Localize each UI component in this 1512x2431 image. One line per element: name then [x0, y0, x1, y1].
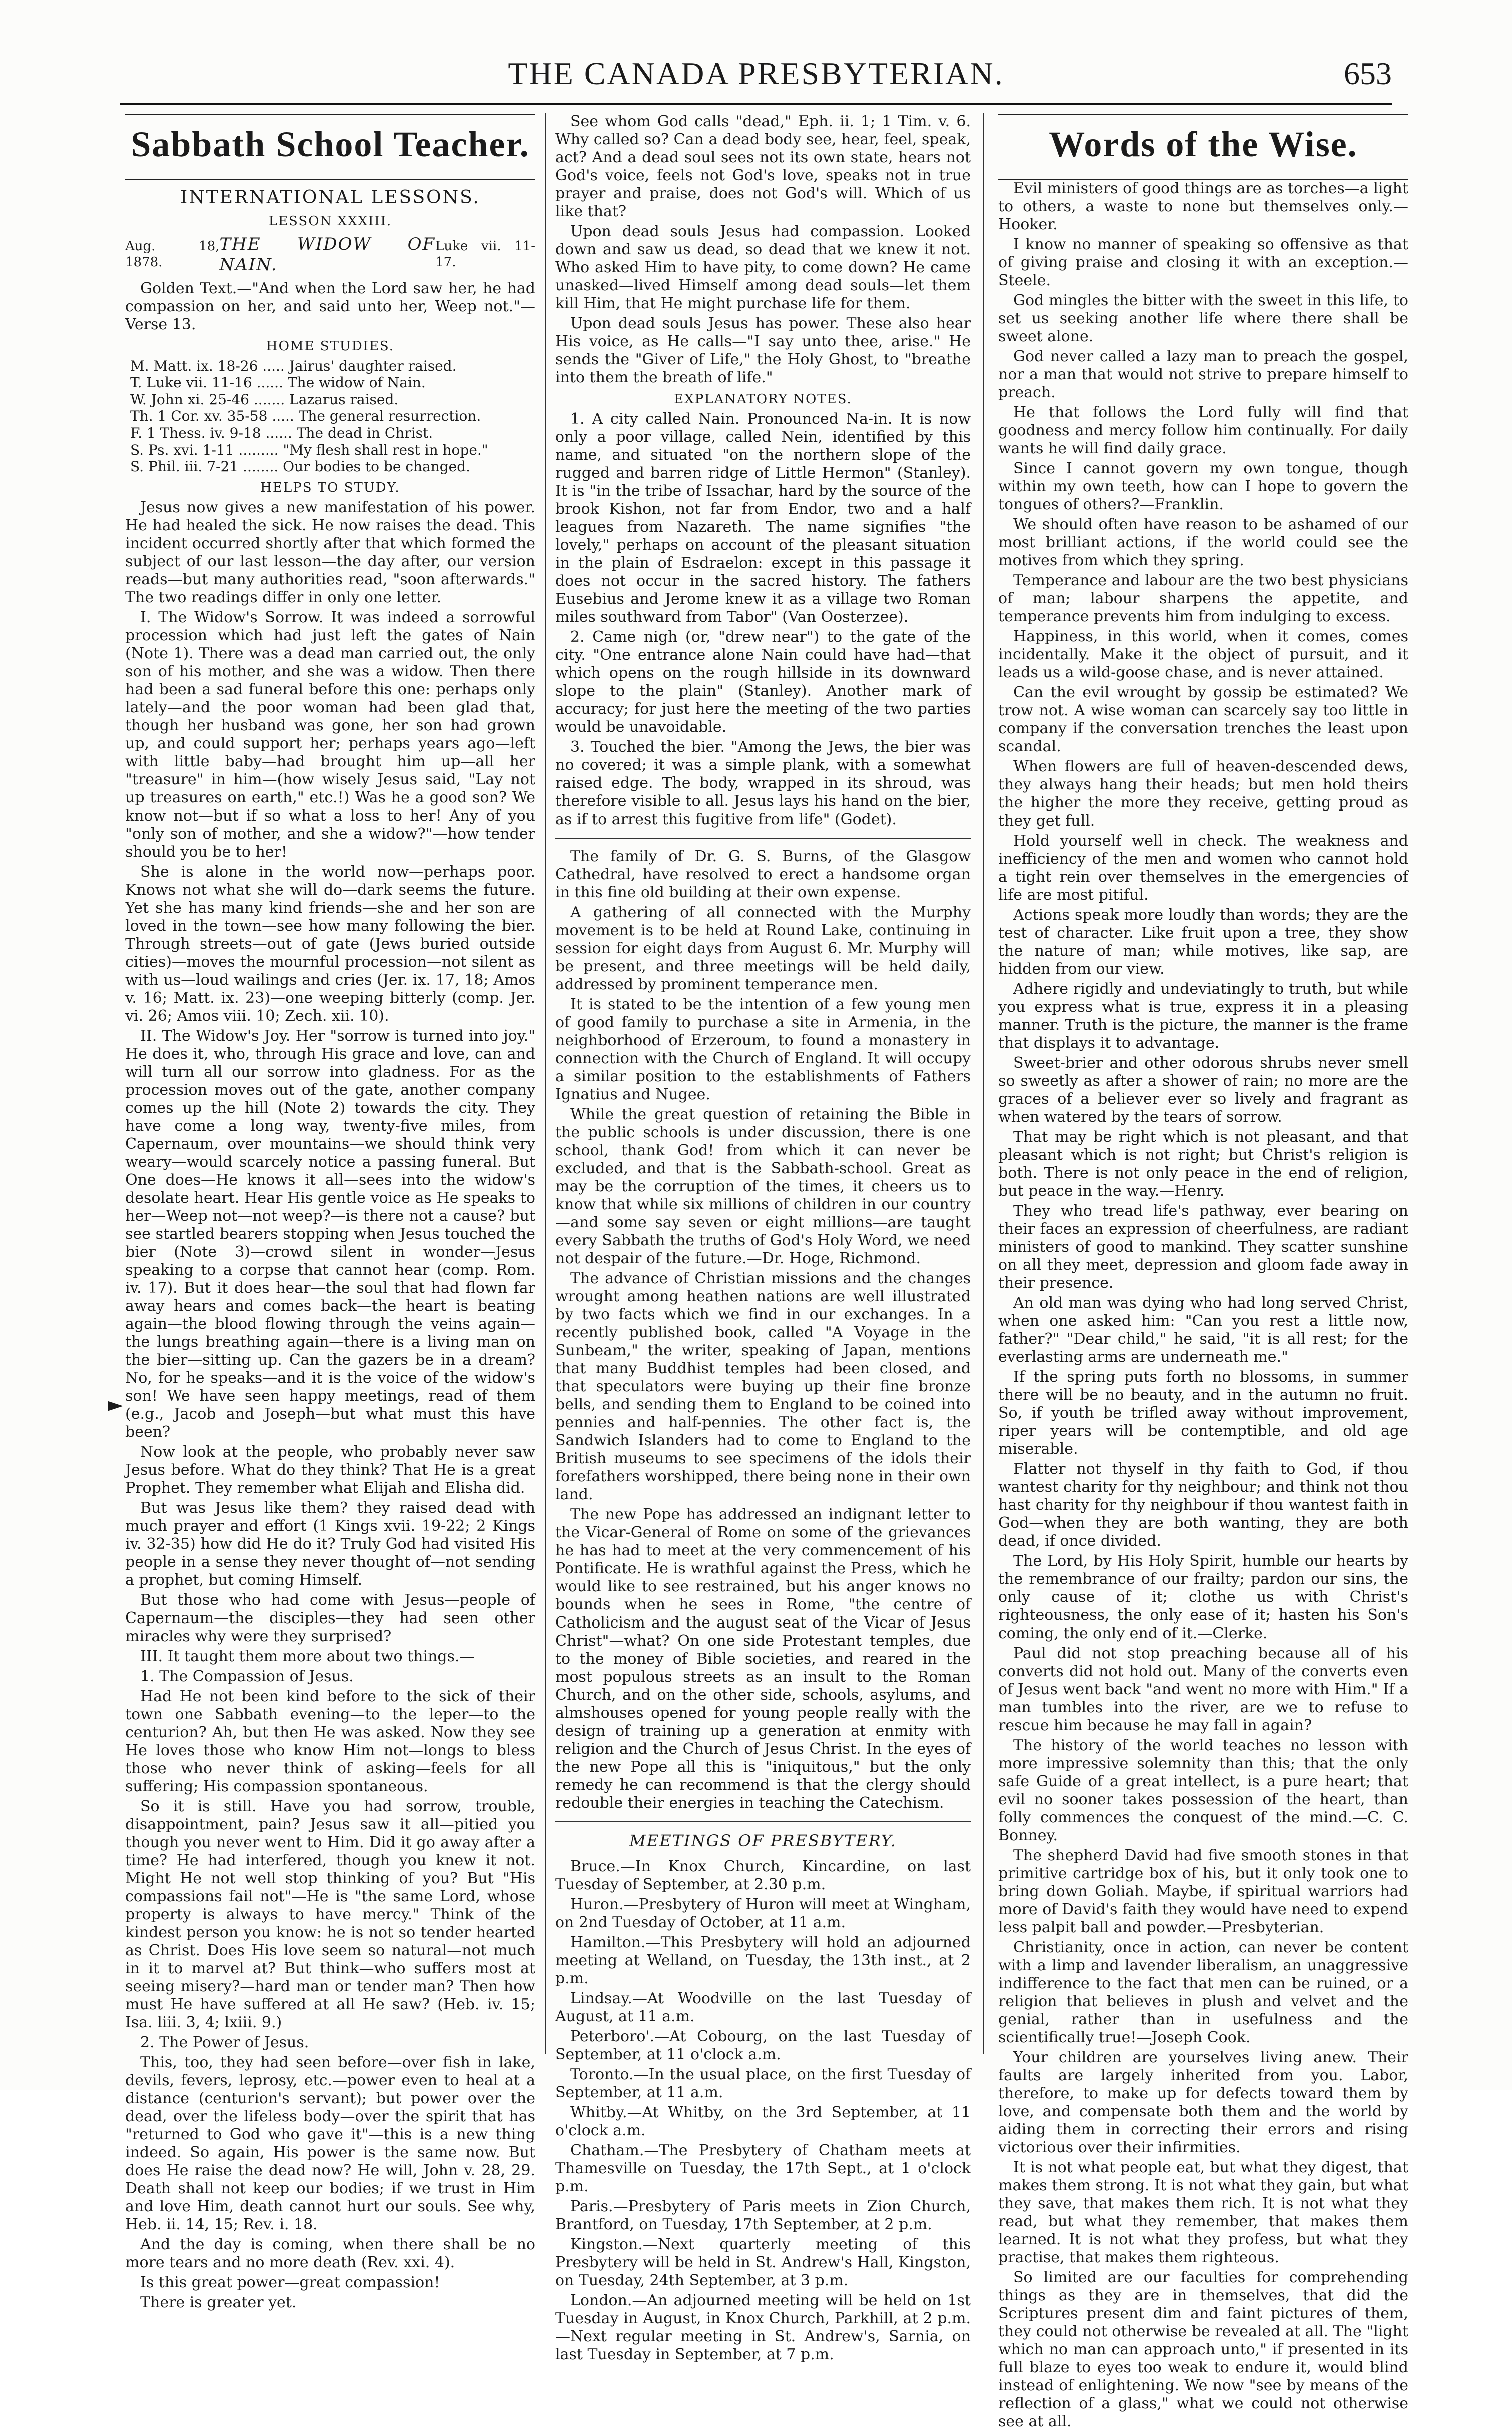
meeting-item: Chatham.—The Presbytery of Chatham meets at Thamesville on Tuesday, the 17th Sept., at 1 o'clock p.m. — [555, 2141, 971, 2195]
meeting-item: Whitby.—At Whitby, on the 3rd September, at 11 o'clock a.m. — [555, 2103, 971, 2139]
note-paragraph: 2. Came nigh (or, "drew near") to the gate of the city. "One entrance alone Nain could have had—that which opens on the rough hillside in its downward slope to the plain" (Stanley). Another mark of accuracy; for just here the meeting of the two parties would be unavoidable. — [555, 628, 971, 736]
maxim: The Lord, by His Holy Spirit, humble our hearts by the remembrance of our frailty; pardon our sins, the only cause of it; clothe us with Christ's righteousness, the only ease of it; hasten his Son's coming, the only end of it.—Clerke. — [998, 1552, 1408, 1643]
column-middle — [555, 113, 971, 2363]
maxim: So limited are our faculties for comprehending things as they are in themselves, that did the Scriptures present dim and faint pictures of them, they could not otherwise be revealed at all. The "light which no man can approach unto," if presented in its full blaze to eyes too weak to endure it, would blind instead of enlightening. We now "see by means of the reflection of a glass," what we could not otherwise see at all. — [998, 2269, 1408, 2431]
maxim: God mingles the bitter with the sweet in this life, to set us seeking another life where there shall be sweet alone. — [998, 292, 1408, 346]
paragraph: III. It taught them more about two things.— — [140, 1647, 475, 1665]
section-divider — [555, 1821, 971, 1822]
page-number: 653 — [1344, 56, 1392, 91]
margin-pointer: ► — [108, 1393, 123, 1416]
list-item: T. Luke vii. 11-16 ...... The widow of Nain. — [130, 374, 426, 391]
masthead-box — [125, 113, 535, 180]
maxim: The history of the world teaches no lesson with more impressive solemnity than this; that the only safe Guide of a great intellect, is a pure heart; that evil no sooner takes possession of the heart, than folly commences the conquest of the mind.—C. C. Bonney. — [998, 1737, 1408, 1845]
meeting-item: Kingston.—Next quarterly meeting of this Presbytery will be held in St. Andrew's Hall, Kingston, on Tuesday, 24th September, at 3 p.m. — [555, 2235, 971, 2289]
helps-heading: HELPS TO STUDY. — [260, 480, 400, 495]
list-item: S. Ps. xvi. 1-11 ......... "My flesh shall rest in hope." — [130, 441, 488, 458]
maxim: God never called a lazy man to preach the gospel, nor a man that would not strive to prepare himself to preach. — [998, 348, 1408, 402]
paragraph: 2. The Power of Jesus. — [140, 2033, 309, 2051]
maxim: They who tread life's pathway, ever bearing on their faces an expression of cheerfulness, are radiant ministers of good to mankind. They scatter sunshine on all they meet, depression and gloom fade away in their presence. — [998, 1202, 1408, 1292]
golden-text: Golden Text.—"And when the Lord saw her, he had compassion on her, and said unto her, Weep not."—Verse 13. — [125, 280, 535, 334]
column-words-of-wise — [998, 113, 1408, 2431]
lesson-line — [125, 234, 535, 275]
meeting-item: Hamilton.—This Presbytery will hold an adjourned meeting at Welland, on Tuesday, the 13th inst., at 2 p.m. — [555, 1933, 971, 1987]
home-studies-heading: HOME STUDIES. — [266, 339, 395, 354]
maxim: When flowers are full of heaven-descended dews, they always hang their heads; but men hold theirs the higher the more they receive, getting proud as they get full. — [998, 758, 1408, 830]
maxim: If the spring puts forth no blossoms, in summer there will be no beauty, and in the autumn no fruit. So, if youth be trifled away without improvement, riper years will be contemptible, and old age miserable. — [998, 1368, 1408, 1458]
news-paragraph: While the great question of retaining the Bible in the public schools is under discussion, there is one school, thank God! from which it can never be excluded, and that is the Sabbath-school. Great as may be the corruption of the times, it cheers us to know that while six millions of children in our country—and some say seven or eight millions—are taught every Sabbath the truths of God's Holy Word, we need not despair of the future.—Dr. Hoge, Richmond. — [555, 1106, 971, 1268]
meeting-item: London.—An adjourned meeting will be held on 1st Tuesday in August, in Knox Church, Parkhill, at 2 p.m.—Next regular meeting in St. Andrew's, Sarnia, on last Tuesday in September, at 7 p.m. — [555, 2291, 971, 2363]
maxim: Actions speak more loudly than words; they are the test of character. Like fruit upon a tree, they show the nature of man; while motives, like sap, are hidden from our view. — [998, 906, 1408, 978]
maxim: Christianity, once in action, can never be content with a limp and lavender liberalism, an unaggressive indifference to the fact that men can be ruined, or a religion that believes in plush and velvet and the genial, rather than in usefulness and the scientifically true!—Joseph Cook. — [998, 1939, 1408, 2047]
meeting-item: Paris.—Presbytery of Paris meets in Zion Church, Brantford, on Tuesday, 17th September, at 2 p.m. — [555, 2197, 971, 2233]
list-item: M. Matt. ix. 18-26 ..... Jairus' daughter raised. — [130, 357, 457, 374]
maxim: We should often have reason to be ashamed of our most brilliant actions, if the world could see the motives from which they spring. — [998, 516, 1408, 570]
maxim: Since I cannot govern my own tongue, though within my own teeth, how can I hope to govern the tongues of others?—Franklin. — [998, 460, 1408, 514]
lesson-ref: Luke vii. 11-17. — [435, 239, 535, 270]
news-paragraph: The family of Dr. G. S. Burns, of the Glasgow Cathedral, have resolved to erect a handsome organ in this fine old building at their own expense. — [555, 848, 971, 902]
paragraph: See whom God calls "dead," Eph. ii. 1; 1 Tim. v. 6. Why called so? Can a dead body see, hear, feel, speak, act? And a dead soul sees not its own state, hears not God's voice, feels not God's love, speaks not in true prayer and praise, does not God's will. Which of us like that? — [555, 113, 971, 220]
column-divider — [983, 113, 984, 2054]
paragraph: I. The Widow's Sorrow. It was indeed a sorrowful procession which had just left the gates of Nain (Note 1). There was a dead man carried out, the only son of his mother, and she was a widow. Then there had been a sad funeral before this one: perhaps only lately—and the poor woman had been glad that, though her husband was gone, her son had grown up, and could support her; perhaps years ago—left with little baby—had brought him up—all her "treasure" in him—(how wisely Jesus said, "Lay not up treasures on earth," etc.!) Was he a good son? We know not—but if so what a loss to her! Any of you "only son of mother, and she a widow?"—how tender should you be to her! — [125, 608, 535, 861]
list-item: S. Phil. iii. 7-21 ........ Our bodies to be changed. — [130, 458, 471, 475]
note-paragraph: 1. A city called Nain. Pronounced Na-in. It is now only a poor village, called Nein, identified by this name, and situated "on the northern slope of the rugged and barren ridge of Little Hermon" (Stanley). It is "in the tribe of Issachar, hard by the source of the brook Kishon, not far from Endor, two and a half leagues from Nazareth. The name signifies "the lovely," perhaps on account of the pleasant situation in the plain of Esdraelon: except in this passage it does not occur in the sacred history. The fathers Eusebius and Jerome knew it as a village two Roman miles southward from Tabor" (Van Oosterzee). — [555, 410, 971, 626]
maxim: It is not what people eat, but what they digest, that makes them strong. It is not what they gain, but what they save, that makes them rich. It is not what they read, but what they remember, that makes them learned. It is not what they profess, but what they practise, that makes them righteous. — [998, 2159, 1408, 2267]
meeting-item: Bruce.—In Knox Church, Kincardine, on last Tuesday of September, at 2.30 p.m. — [555, 1857, 971, 1893]
section-masthead: Sabbath School Teacher. — [131, 124, 530, 164]
maxim: Paul did not stop preaching because all of his converts did not hold out. Many of the converts even of Jesus went back "and went no more with Him." If a man tumbles into the river, are we to refuse to rescue him because he may fall in again? — [998, 1645, 1408, 1735]
column-sabbath-school — [125, 113, 535, 2311]
note-paragraph: 3. Touched the bier. "Among the Jews, the bier was no covered; it was a simple plank, with a somewhat raised edge. The body, wrapped in its shroud, was therefore visible to all. Jesus lays his hand on the bier, as if to arrest this fugitive from life" (Godet). — [555, 738, 971, 829]
notes-heading: EXPLANATORY NOTES. — [674, 392, 852, 407]
paragraph: 1. The Compassion of Jesus. — [140, 1667, 354, 1685]
maxim: Temperance and labour are the two best physicians of man; labour sharpens the appetite, and temperance prevents him from indulging to excess. — [998, 572, 1408, 626]
section-divider — [555, 838, 971, 839]
paragraph: This, too, they had seen before—over fish in lake, devils, fevers, leprosy, etc.—power even to heal at a distance (centurion's servant); but power over the dead, over the lifeless body—over the spirit that has "returned to God who gave it"—this is a new thing indeed. So again, His power is the same now. But does He raise the dead now? He will, John v. 28, 29. Death shall not keep our bodies; if we trust in Him and love Him, death cannot hurt our souls. See why, Heb. ii. 14, 15; Rev. i. 18. — [125, 2053, 535, 2233]
paragraph: So it is still. Have you had sorrow, trouble, disappointment, pain? Jesus saw it all—pitied you though you never went to Him. Did it go away after a time? He had interfered, though you knew it not. Might He not well stop thinking of you? But "His compassions fail not"—He is "the same Lord, whose property is always to have mercy." Think of the kindest person you know: he is not so tender hearted as Christ. Does His love seem so natural—not much in it to marvel at? But think—who suffers most at seeing misery?—hard man or tender man? Then how must He have suffered at all He saw? (Heb. iv. 15; Isa. liii. 3, 4; lxiii. 9.) — [125, 1797, 535, 2031]
paragraph: She is alone in the world now—perhaps poor. Knows not what she will do—dark seems the future. Yet she has many kind friends—she and her son are loved in the town—see how many following the bier. Through streets—out of gate (Jews buried outside cities)—moves the mournful procession—not silent as with us—loud wailings and cries (Jer. ix. 17, 18; Amos v. 16; Matt. ix. 23)—one weeping bitterly (comp. Jer. vi. 26; Amos viii. 10; Zech. xii. 10). — [125, 863, 535, 1025]
news-paragraph: The new Pope has addressed an indignant letter to the Vicar-General of Rome on some of the grievances he has had to meet at the very commencement of his Pontificate. He is wrathful against the Press, which he would like to see restrained, but his anger knows no bounds when he sees in Rome, "the centre of Catholicism and the august seat of the Vicar of Jesus Christ"—what? On one side Protestant temples, due to the money of Bible societies, and reared in the most populous streets as an insult to the Roman Church, and on the other side, schools, asylums, and almshouses opened for young people really with the design of training up a generation at enmity with religion and the Church of Jesus Christ. In the eyes of the new Pope all this is "iniquitous," but the only remedy he can recommend is that the clergy should redouble their energies in teaching the Catechism. — [555, 1506, 971, 1812]
home-studies-list — [130, 358, 535, 475]
column-divider — [545, 113, 546, 2054]
list-item: W. John xi. 25-46 ....... Lazarus raised. — [130, 391, 399, 408]
paragraph: Had He not been kind before to the sick of their town one Sabbath evening—to the leper—to the centurion? Ah, but then He was asked. Now they see He loves those who know Him not—longs to bless those who never think of asking—feels for all suffering; His compassion spontaneous. — [125, 1687, 535, 1795]
meeting-item: Huron.—Presbytery of Huron will meet at Wingham, on 2nd Tuesday of October, at 11 a.m. — [555, 1895, 971, 1931]
lesson-date: Aug. 18, 1878. — [125, 239, 220, 270]
news-paragraph: It is stated to be the intention of a few young men of good family to purchase a site in Armenia, in the neighborhood of Erzeroum, to found a monastery in connection with the Church of England. It will occupy a similar position to the establishments of Fathers Ignatius and Nugee. — [555, 996, 971, 1104]
maxim: The shepherd David had five smooth stones in that primitive cartridge box of his, but it only took one to bring down Goliah. Maybe, if spiritual warriors had more of David's faith they would have need to expend less palpit ball and powder.—Presbyterian. — [998, 1847, 1408, 1937]
paragraph: But those who had come with Jesus—people of Capernaum—the disciples—they had seen other miracles why were they surprised? — [125, 1591, 535, 1645]
maxim: Your children are yourselves living anew. Their faults are largely inherited from you. Labor, therefore, to make up for defects toward them by love, and compensate both them and the world by aiding them in correcting their errors and rising victorious over their infirmities. — [998, 2049, 1408, 2157]
meetings-heading: MEETINGS OF PRESBYTERY. — [629, 1831, 897, 1851]
running-header — [120, 55, 1392, 95]
masthead-box — [998, 113, 1408, 180]
header-rule — [120, 103, 1392, 105]
maxim: He that follows the Lord fully will find that goodness and mercy follow him continually. For daily wants he will find daily grace. — [998, 404, 1408, 458]
section-subhead: INTERNATIONAL LESSONS. — [180, 187, 480, 208]
newspaper-title: THE CANADA PRESBYTERIAN. — [508, 56, 1004, 91]
paragraph: Jesus now gives a new manifestation of his power. He had healed the sick. He now raises the dead. This incident occurred shortly after that which formed the subject of our last lesson—the day after, our version reads—but many authorities read, "soon afterwards." The two readings differ in only one letter. — [125, 498, 535, 606]
maxim: That may be right which is not pleasant, and that pleasant which is not right; but Christ's religion is both. There is not only peace in the end of religion, but peace in the way.—Henry. — [998, 1128, 1408, 1200]
maxim: Can the evil wrought by gossip be estimated? We trow not. A wise woman can scarcely say too little in company if the conversation trenches the least upon scandal. — [998, 684, 1408, 756]
news-paragraph: The advance of Christian missions and the changes wrought among heathen nations are well illustrated by two facts which we find in our exchanges. In a recently published book, called "A Voyage in the Sunbeam," the writer, speaking of Japan, mentions that many Buddhist temples had been closed, and that speculators were buying up their fine bronze bells, and sending them to England to be coined into pennies and half-pennies. The other fact is, the Sandwich Islanders had to come to England to the British museums to see specimens of the idols their forefathers worshipped, there being none in their own land. — [555, 1270, 971, 1504]
paragraph: But was Jesus like them? they raised dead with much prayer and effort (1 Kings xvii. 19-22; 2 Kings iv. 32-35) how did He do it? Truly God had visited His people in a sense they never thought of—not sending a prophet, but coming Himself. — [125, 1499, 535, 1589]
maxim: An old man was dying who had long served Christ, when one asked him: "Can you rest a little now, father?" "Dear child," he said, "it is all rest; for the everlasting arms are underneath me." — [998, 1294, 1408, 1366]
list-item: Th. 1 Cor. xv. 35-58 ..... The general resurrection. — [130, 408, 481, 425]
maxim: Adhere rigidly and undeviatingly to truth, but while you express what is true, express it in a pleasing manner. Truth is the picture, the manner is the frame that displays it to advantage. — [998, 980, 1408, 1052]
section-masthead: Words of the Wise. — [1049, 124, 1358, 164]
lesson-title: THE WIDOW OF NAIN. — [219, 234, 436, 275]
maxim: Flatter not thyself in thy faith to God, if thou wantest charity for thy neighbour; and think not thou hast charity for thy neighbour if thou wantest faith in God—when they are both wanting, they are both dead, if once divided. — [998, 1460, 1408, 1550]
paragraph: Now look at the people, who probably never saw Jesus before. What do they think? That He is a great Prophet. They remember what Elijah and Elisha did. — [125, 1443, 535, 1497]
maxim: Sweet-brier and other odorous shrubs never smell so sweetly as after a shower of rain; no more are the graces of a believer ever so lively and fragrant as when watered by the tears of sorrow. — [998, 1054, 1408, 1126]
list-item: F. 1 Thess. iv. 9-18 ...... The dead in Christ. — [130, 424, 433, 441]
lesson-number: LESSON XXXIII. — [268, 213, 392, 229]
meeting-item: Lindsay.—At Woodville on the last Tuesday of August, at 11 a.m. — [555, 1989, 971, 2025]
paragraph: There is greater yet. — [140, 2293, 297, 2311]
paragraph: II. The Widow's Joy. Her "sorrow is turned into joy." He does it, who, through His grace and love, can and will turn all our sorrow into gladness. For as the procession moves out of the gate, another company comes up the hill (Note 2) towards the city. They have come a long way, twenty-five miles, from Capernaum, over mountains—we should think very weary—would scarcely notice a passing funeral. But One does—He knows it all—sees into the widow's desolate heart. Hear His gentle voice as He speaks to her—Weep not—not weep?—is there not a cause? but see startled bearers stopping when Jesus touched the bier (Note 3)—crowd silent in wonder—Jesus speaking to a corpse that cannot hear (comp. Rom. iv. 17). But it does hear—the soul that had flown far away hears and comes back—the heart is beating again—the blood flowing through the veins again—the lungs breathing again—there is a living man on the bier—sitting up. Can the gazers be in a dream? No, for he speaks—and it is the voice of the widow's son! We have seen happy meetings, read of them (e.g., Jacob and Joseph—but what must this have been? — [125, 1027, 535, 1441]
maxim: Evil ministers of good things are as torches—a light to others, a waste to none but themselves only.—Hooker. — [998, 180, 1408, 234]
paragraph: Upon dead souls Jesus has power. These also hear His voice, as He calls—"I say unto thee, arise." He sends the "Giver of Life," the Holy Ghost, to "breathe into them the breath of life." — [555, 315, 971, 386]
meeting-item: Peterboro'.—At Cobourg, on the last Tuesday of September, at 11 o'clock a.m. — [555, 2027, 971, 2063]
maxim: Hold yourself well in check. The weakness and inefficiency of the men and women who cannot hold a tight rein over themselves in the emergencies of life are most pitiful. — [998, 832, 1408, 904]
maxim: Happiness, in this world, when it comes, comes incidentally. Make it the object of pursuit, and it leads us a wild-goose chase, and is never attained. — [998, 628, 1408, 682]
news-paragraph: A gathering of all connected with the Murphy movement is to be held at Round Lake, continuing in session for eight days from August 6. Mr. Murphy will be present, and three meetings will be held daily, addressed by prominent temperance men. — [555, 904, 971, 994]
meeting-item: Toronto.—In the usual place, on the first Tuesday of September, at 11 a.m. — [555, 2065, 971, 2101]
paragraph: And the day is coming, when there shall be no more tears and no more death (Rev. xxi. 4). — [125, 2235, 535, 2271]
paragraph: Upon dead souls Jesus had compassion. Looked down and saw us dead, so dead that we knew it not. Who asked Him to have pity, to come down? He came unasked—lived Himself among dead souls—let them kill Him, that He might purchase life for them. — [555, 223, 971, 312]
maxim: I know no manner of speaking so offensive as that of giving praise and closing it with an exception.—Steele. — [998, 236, 1408, 290]
paragraph: Is this great power—great compassion! — [140, 2273, 440, 2291]
